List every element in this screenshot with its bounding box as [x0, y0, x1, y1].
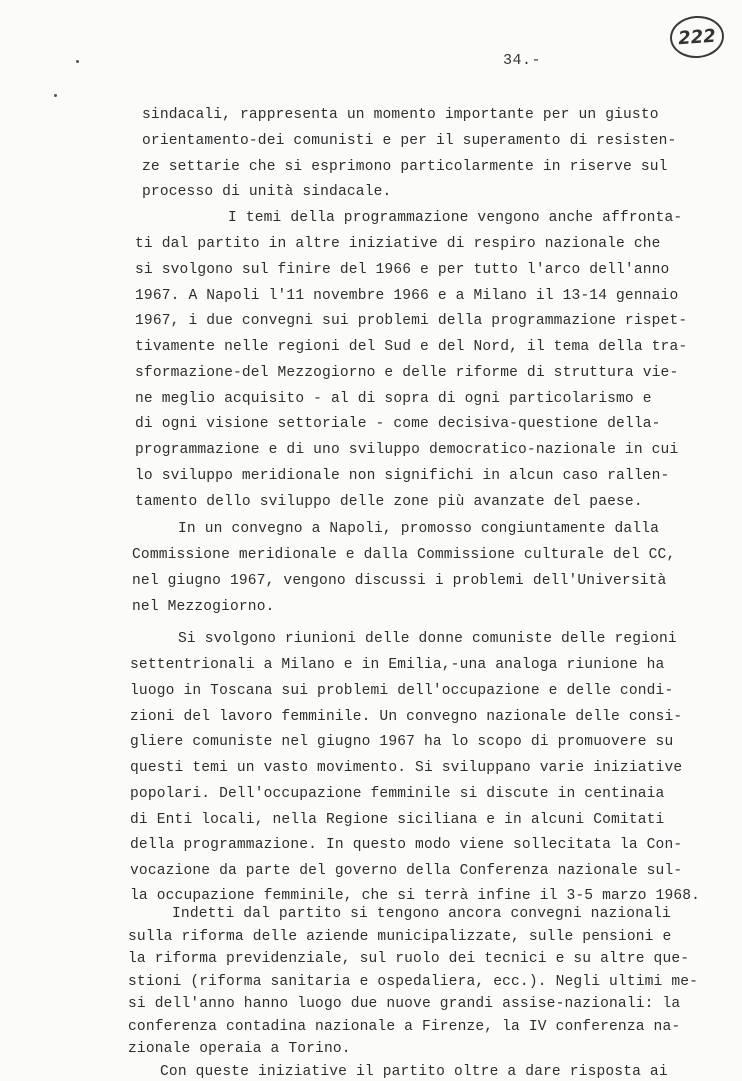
text-line: Con queste iniziative il partito oltre a dare risposta ai — [160, 1063, 668, 1080]
text-line: ze settarie che si esprimono particolarmente in riserve sul — [142, 159, 668, 175]
text-line: si svolgono sul finire del 1966 e per tutto l'arco dell'anno — [135, 262, 670, 278]
text-line: programmazione e di uno sviluppo democratico-nazionale in cui — [135, 442, 679, 458]
page-number: 34.- — [503, 52, 542, 69]
archive-stamp: 222 — [669, 14, 726, 60]
text-line: questi temi un vasto movimento. Si sviluppano varie iniziative — [130, 760, 683, 776]
text-line: di ogni visione settoriale - come decisiva-questione della- — [135, 416, 661, 432]
text-line: Indetti dal partito si tengono ancora convegni nazionali — [172, 906, 671, 922]
text-line: la riforma previdenziale, sul ruolo dei tecnici e su altre que- — [128, 951, 690, 967]
text-line: zionale operaia a Torino. — [128, 1041, 351, 1057]
text-line: la occupazione femminile, che si terrà infine il 3-5 marzo 1968. — [130, 888, 701, 904]
text-line: sformazione-del Mezzogiorno e delle riforme di struttura vie- — [135, 365, 679, 381]
text-line: stioni (riforma sanitaria e ospedaliera, ecc.). Negli ultimi me- — [128, 973, 699, 990]
text-line: nel Mezzogiorno. — [132, 599, 275, 615]
text-line: I temi della programmazione vengono anche affronta- — [228, 210, 683, 226]
text-line: conferenza contadina nazionale a Firenze, la IV conferenza na- — [128, 1018, 681, 1035]
text-line: Si svolgono riunioni delle donne comuniste delle regioni — [178, 631, 677, 647]
text-line: processo di unità sindacale. — [142, 184, 392, 200]
text-line: gliere comuniste nel giugno 1967 ha lo scopo di promuovere su — [130, 734, 674, 750]
text-line: vocazione da parte del governo della Conferenza nazionale sul- — [130, 863, 683, 879]
text-line: ti dal partito in altre iniziative di respiro nazionale che — [135, 236, 661, 252]
text-line: sindacali, rappresenta un momento importante per un giusto — [142, 107, 659, 123]
text-line: di Enti locali, nella Regione siciliana e in alcuni Comitati — [130, 812, 665, 828]
text-line: tivamente nelle regioni del Sud e del Nord, il tema della tra- — [135, 339, 688, 355]
text-line: sulla riforma delle aziende municipalizzate, sulle pensioni e — [128, 928, 672, 945]
text-line: nel giugno 1967, vengono discussi i problemi dell'Università — [132, 573, 667, 589]
text-line: Commissione meridionale e dalla Commissione culturale del CC, — [132, 547, 676, 563]
text-line: popolari. Dell'occupazione femminile si discute in centinaia — [130, 786, 665, 802]
text-line: tamento dello sviluppo delle zone più avanzate del paese. — [135, 494, 643, 510]
text-line: della programmazione. In questo modo viene sollecitata la Con- — [130, 837, 683, 853]
text-line: lo sviluppo meridionale non significhi in alcun caso rallen- — [135, 468, 670, 484]
text-line: luogo in Toscana sui problemi dell'occupazione e delle condi- — [130, 683, 674, 699]
text-line: In un convegno a Napoli, promosso congiuntamente dalla — [178, 521, 660, 537]
text-line: ne meglio acquisito - al di sopra di ogni particolarismo e — [135, 391, 652, 407]
text-line: zioni del lavoro femminile. Un convegno nazionale delle consi- — [130, 709, 683, 725]
text-line: 1967. A Napoli l'11 novembre 1966 e a Milano il 13-14 gennaio — [135, 288, 679, 304]
text-line: 1967, i due convegni sui problemi della programmazione rispet- — [135, 313, 688, 329]
text-line: orientamento-dei comunisti e per il superamento di resisten- — [142, 133, 677, 149]
text-line: si dell'anno hanno luogo due nuove grandi assise-nazionali: la — [128, 996, 681, 1012]
text-line: settentrionali a Milano e in Emilia,-una analoga riunione ha — [130, 657, 665, 673]
